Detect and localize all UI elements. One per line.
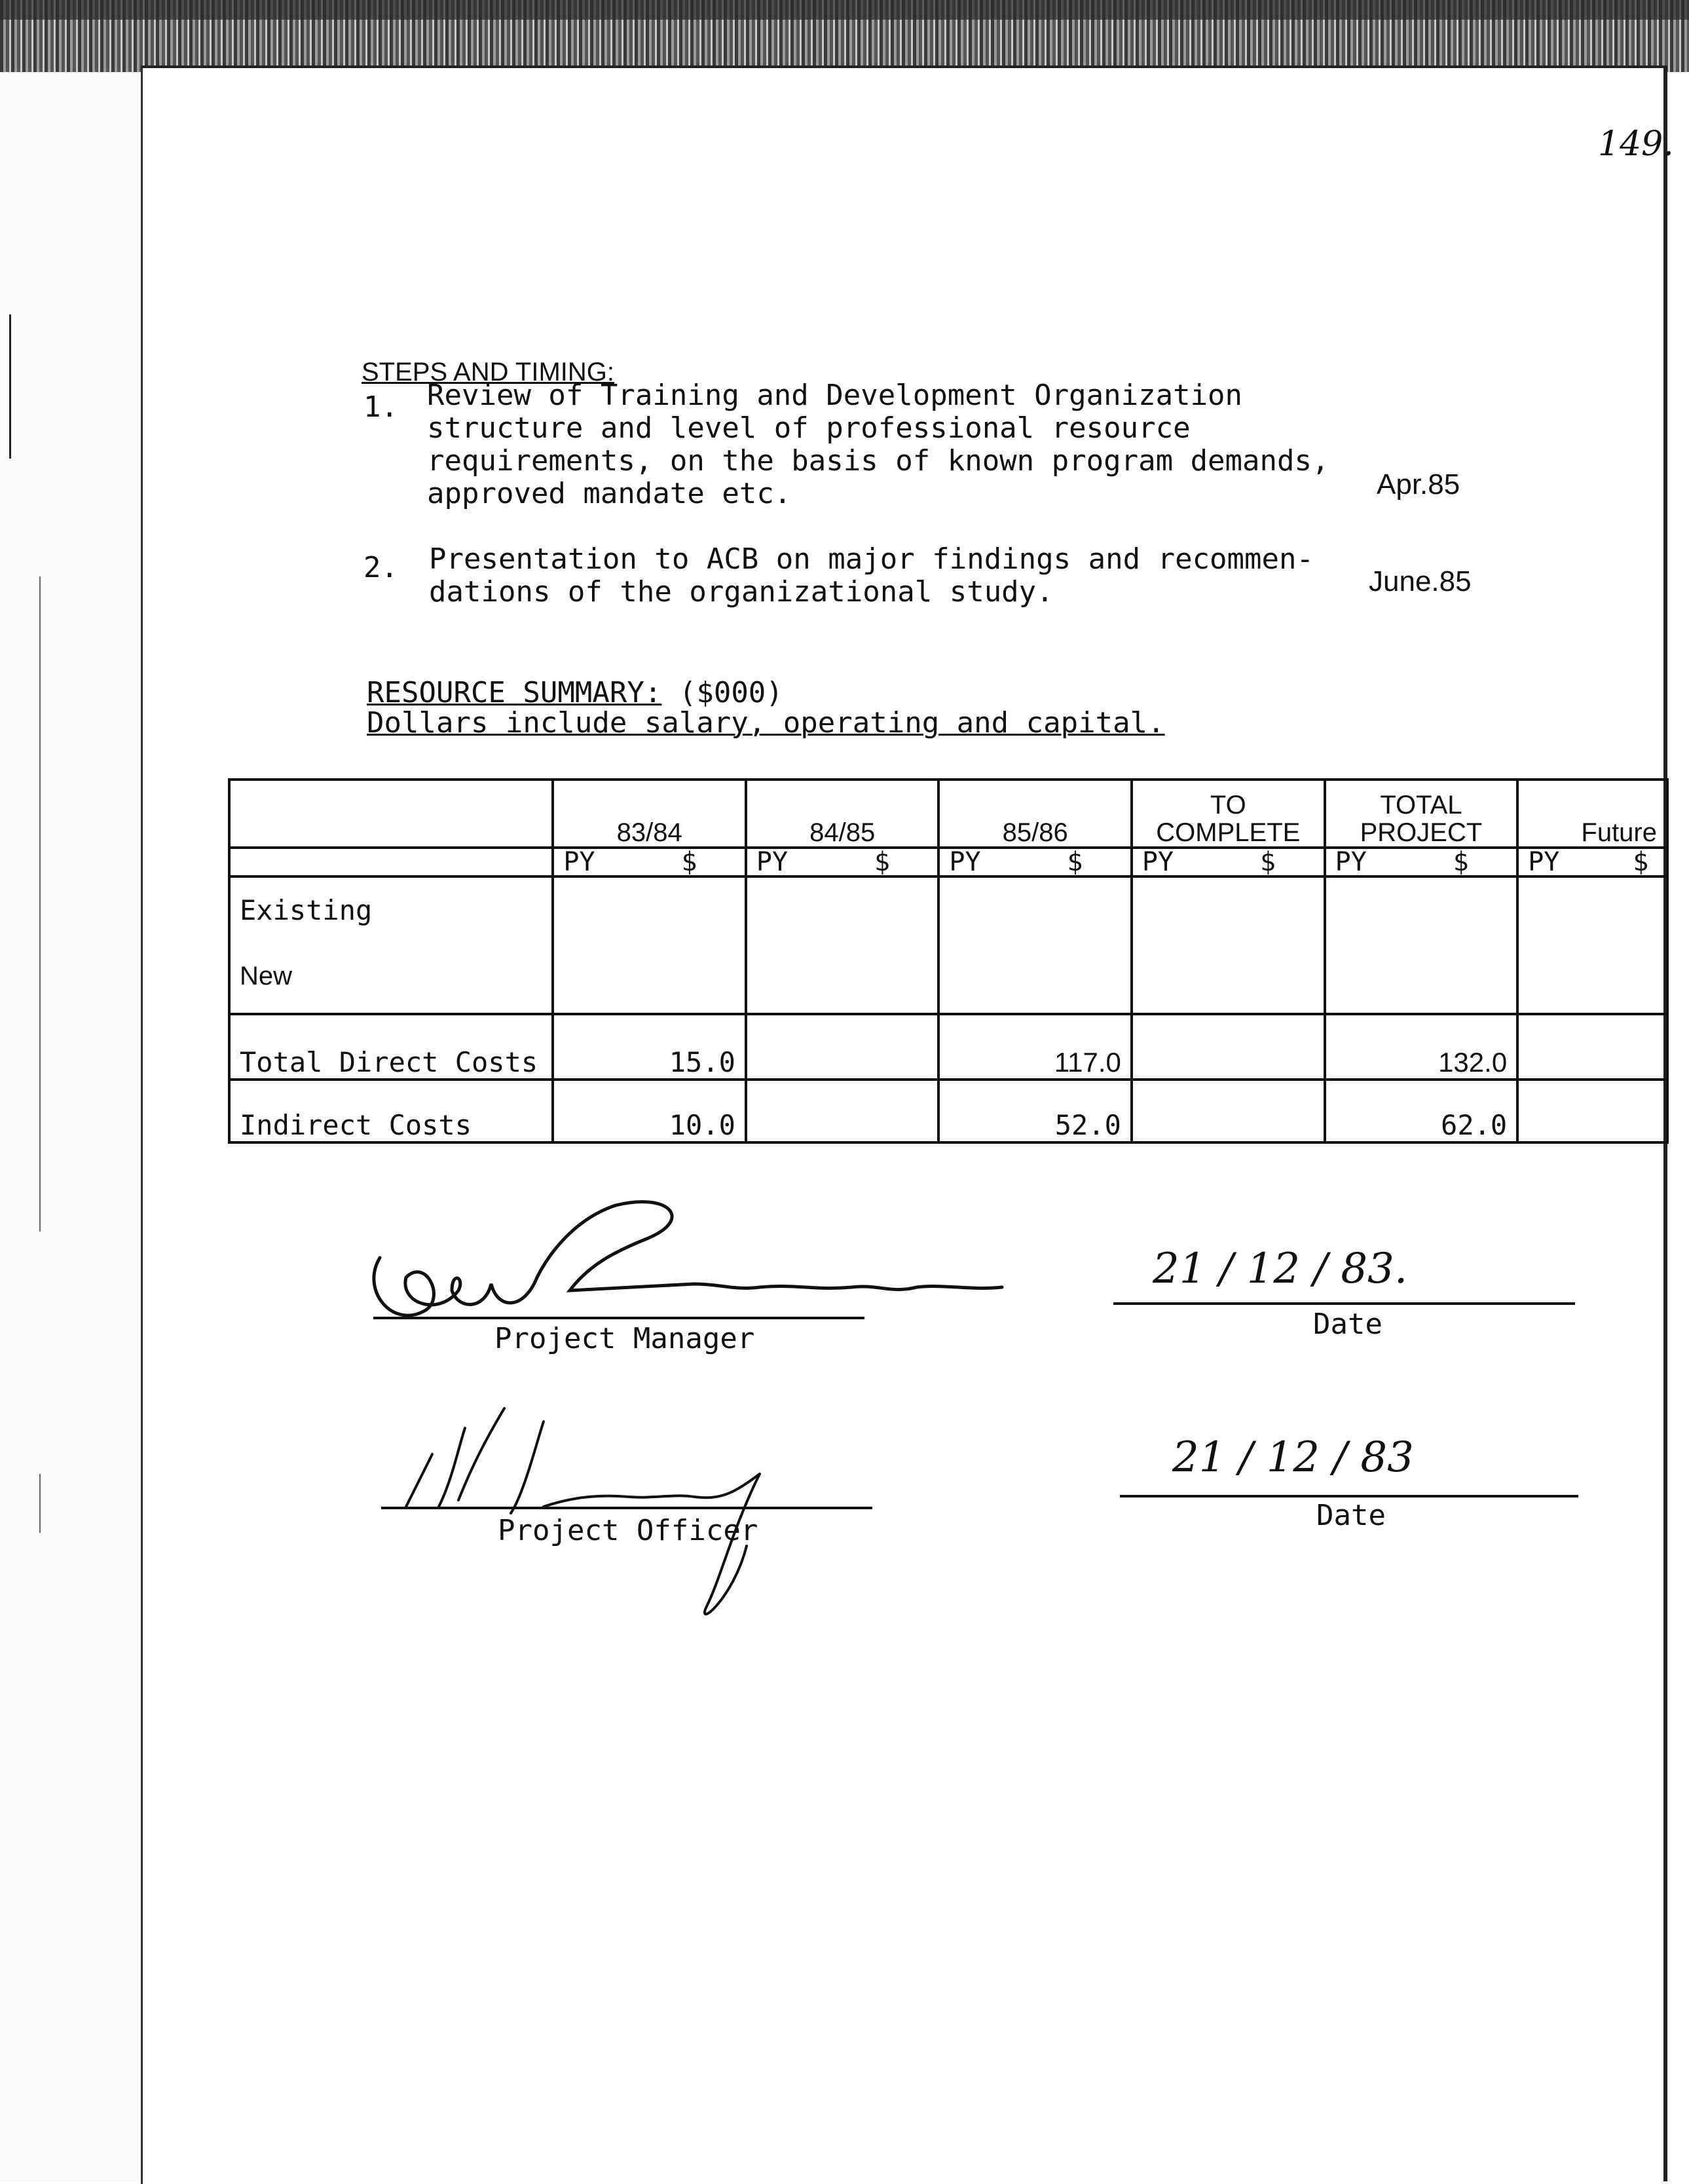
step-line: requirements, on the basis of known program demands, [427,444,1329,478]
column-header: Future [1517,780,1667,848]
column-header [1325,780,1518,848]
column-header-line: COMPLETE [1156,818,1301,847]
table-cell: 52.0 [938,1080,1132,1142]
scan-mark [9,314,11,459]
scan-mark [39,1474,41,1533]
project-officer-label: Project Officer [498,1514,758,1547]
py-dollar-header [1517,848,1667,876]
table-cell: 10.0 [553,1080,746,1142]
dollar-label: $ [1067,847,1083,877]
table-header-empty [229,780,553,848]
project-officer-date: 21 / 12 / 83 [1172,1433,1414,1482]
resource-summary-unit: ($000) [678,676,783,709]
table-subheader-empty [229,848,553,876]
dollar-label: $ [1453,847,1469,877]
column-header: 85/86 [938,780,1132,848]
dollar-label: $ [681,847,697,877]
table-cell [1325,876,1518,1014]
project-officer-signature [393,1382,812,1625]
table-cell [746,1014,939,1080]
table-cell [938,876,1132,1014]
dollar-label: $ [874,847,891,877]
row-label-new: New [240,962,293,990]
table-cell: 117.0 [938,1014,1132,1080]
table-cell: 132.0 [1325,1014,1518,1080]
table-header-row [229,780,1667,848]
scan-mark [39,576,41,1232]
py-label: PY [563,847,595,877]
scan-binding-shadow [0,0,1689,20]
table-cell: 62.0 [1325,1080,1518,1142]
step-line: Presentation to ACB on major findings and recommen- [429,542,1314,576]
step-line: Review of Training and Development Organization [427,379,1243,412]
resource-summary-note: Dollars include salary, operating and capital. [367,706,1165,740]
manager-date-line [1113,1302,1575,1305]
py-label: PY [949,847,981,877]
table-cell [553,876,746,1014]
project-manager-date: 21 / 12 / 83. [1153,1245,1408,1293]
table-row-existing-new [229,876,1667,1014]
column-header-line: PROJECT [1360,818,1483,847]
py-label: PY [1141,847,1174,877]
py-dollar-header [553,848,746,876]
row-label-existing: Existing [240,894,373,926]
table-cell [1132,876,1325,1014]
resource-summary-title: RESOURCE SUMMARY: [367,676,662,709]
row-label-indirect: Indirect Costs [229,1080,553,1142]
project-manager-line [373,1317,864,1319]
step-number: 2. [363,551,398,584]
resource-summary-table [228,778,1669,1144]
column-header-line: TOTAL [1380,791,1462,819]
step-date: Apr.85 [1377,468,1460,500]
steps-heading: STEPS AND TIMING: [362,358,614,386]
dollar-label: $ [1633,847,1649,877]
column-header: 83/84 [553,780,746,848]
table-cell [1132,1014,1325,1080]
scan-left-margin [0,72,141,2181]
table-cell [1517,1014,1667,1080]
column-header-line: TO [1210,791,1246,819]
py-label: PY [756,847,789,877]
project-officer-line [381,1507,872,1509]
table-cell [746,1080,939,1142]
step-line: approved mandate etc. [427,477,792,510]
officer-date-line [1120,1495,1578,1497]
column-header [1132,780,1325,848]
table-cell [746,876,939,1014]
step-line: structure and level of professional resource [427,411,1191,445]
page-number: 149. [1598,124,1674,164]
project-manager-label: Project Manager [494,1322,755,1355]
py-dollar-header [746,848,939,876]
date-label: Date [1313,1308,1383,1341]
column-header: 84/85 [746,780,939,848]
table-cell [1517,1080,1667,1142]
row-label-total-direct: Total Direct Costs [229,1014,553,1080]
step-number: 1. [363,390,398,424]
resource-summary-heading [367,676,783,709]
date-label: Date [1316,1499,1386,1532]
table-subheader-row [229,848,1667,876]
step-line: dations of the organizational study. [429,575,1054,609]
py-label: PY [1528,847,1560,877]
dollar-label: $ [1259,847,1276,877]
row-label-cell [229,876,553,1014]
py-dollar-header [1325,848,1518,876]
table-cell [1132,1080,1325,1142]
step-date: June.85 [1369,565,1472,597]
py-dollar-header [1132,848,1325,876]
table-row-total-direct [229,1014,1667,1080]
table-cell: 15.0 [553,1014,746,1080]
py-dollar-header [938,848,1132,876]
table-row-indirect [229,1080,1667,1142]
py-label: PY [1335,847,1367,877]
table-cell [1517,876,1667,1014]
